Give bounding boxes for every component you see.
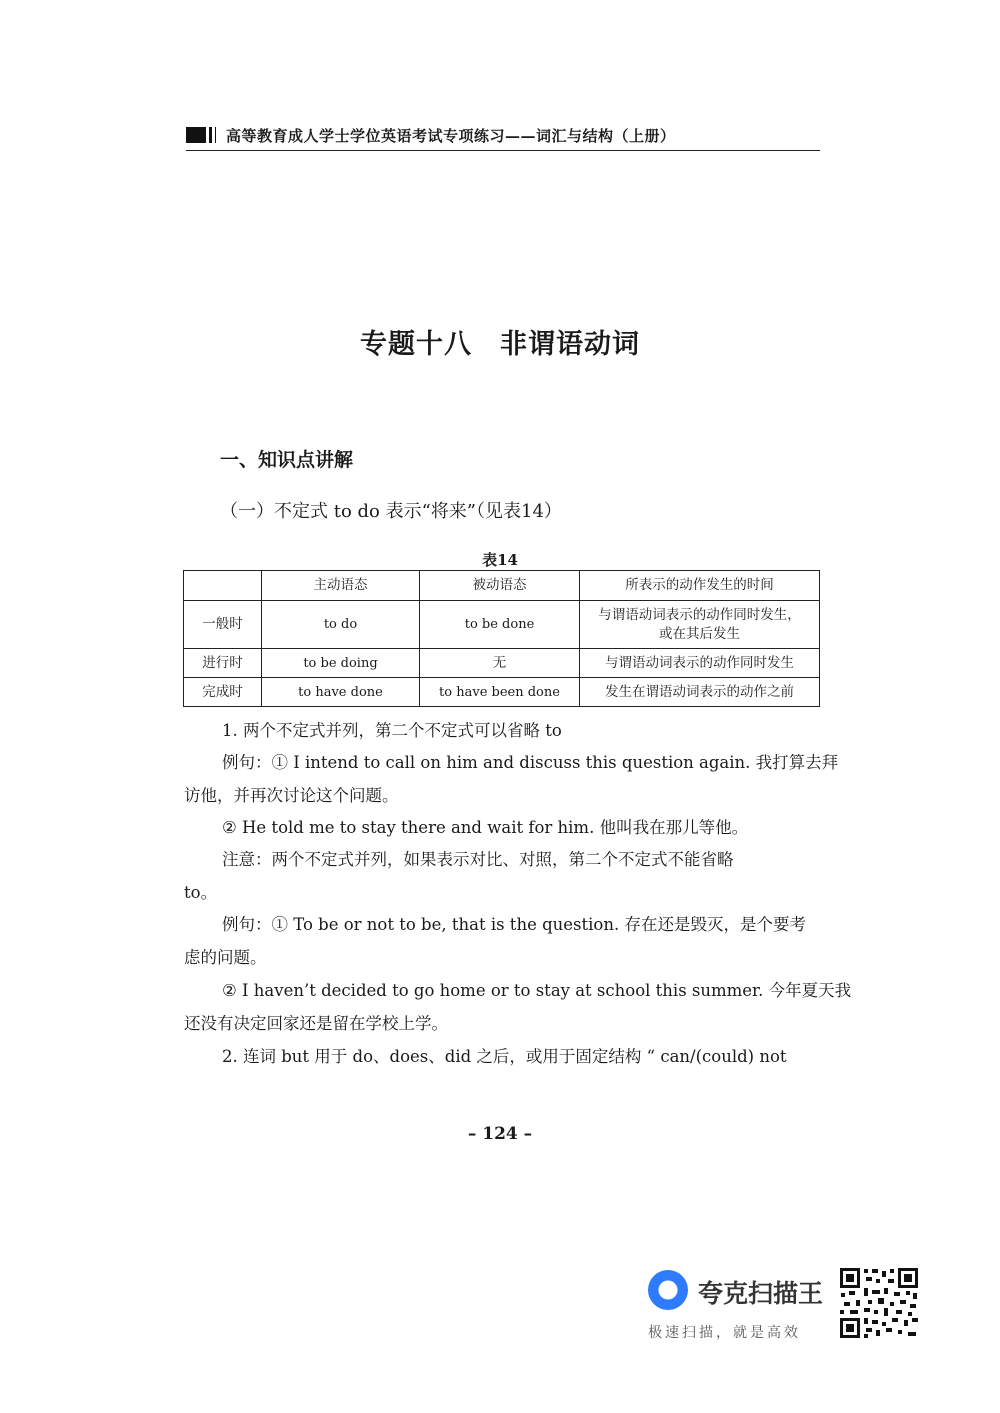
note-line-2: to。 — [184, 883, 218, 902]
qr-code-icon — [838, 1266, 920, 1340]
table-cell-tense: 进行时 — [184, 649, 262, 678]
example-1-line-2: 访他，并再次讨论这个问题。 — [184, 786, 399, 805]
table-header-cell — [184, 571, 262, 601]
header-mark-icon — [186, 127, 216, 143]
time-line: 与谓语动词表示的动作同时发生， — [598, 606, 801, 623]
table-header-cell: 主动语态 — [262, 571, 420, 601]
table-row — [184, 678, 820, 707]
table-cell-active: to have done — [262, 678, 420, 707]
table-cell-active: to be doing — [262, 649, 420, 678]
table-cell-time: 发生在谓语动词表示的动作之前 — [580, 678, 820, 707]
page-number: – 124 – — [467, 1124, 533, 1144]
point-1: 1. 两个不定式并列，第二个不定式可以省略 to — [222, 721, 562, 740]
watermark-slogan: 极速扫描，就是高效 — [648, 1325, 801, 1341]
example-4-line-1: ② I haven’t decided to go home or to stay at school this summer. 今年夏天我 — [222, 981, 852, 1000]
time-line: 或在其后发生 — [659, 625, 740, 642]
header-title: 高等教育成人学士学位英语考试专项练习——词汇与结构（上册） — [226, 126, 676, 145]
table-caption: 表14 — [482, 551, 518, 569]
example-1-line-1: 例句：① I intend to call on him and discuss this question again. 我打算去拜 — [222, 753, 839, 772]
table-header-cell: 被动语态 — [420, 571, 580, 601]
running-header — [186, 122, 820, 148]
table-row — [184, 649, 820, 678]
example-3-line-2: 虑的问题。 — [184, 948, 267, 967]
table-header-cell: 所表示的动作发生的时间 — [580, 571, 820, 601]
table-cell-passive: to have been done — [420, 678, 580, 707]
chapter-title: 专题十八 非谓语动词 — [360, 329, 640, 360]
note-line-1: 注意：两个不定式并列，如果表示对比、对照，第二个不定式不能省略 — [222, 850, 734, 869]
table-header-row — [184, 571, 820, 601]
example-4-line-2: 还没有决定回家还是留在学校上学。 — [184, 1014, 448, 1033]
table-cell-time — [580, 601, 820, 649]
point-2: 2. 连词 but 用于 do、does、did 之后，或用于固定结构 “ can/(could) not — [222, 1047, 787, 1066]
quark-logo-icon — [648, 1270, 688, 1310]
tense-table — [183, 570, 820, 707]
table-row — [184, 601, 820, 649]
table-cell-passive: 无 — [420, 649, 580, 678]
subsection-heading: （一）不定式 to do 表示“将来”（见表14） — [220, 501, 562, 522]
table-cell-tense: 一般时 — [184, 601, 262, 649]
example-2: ② He told me to stay there and wait for him. 他叫我在那儿等他。 — [222, 818, 749, 837]
table-cell-tense: 完成时 — [184, 678, 262, 707]
table-cell-time: 与谓语动词表示的动作同时发生 — [580, 649, 820, 678]
table-cell-passive: to be done — [420, 601, 580, 649]
watermark-brand: 夸克扫描王 — [698, 1279, 824, 1308]
header-rule — [186, 150, 820, 151]
table-cell-active: to do — [262, 601, 420, 649]
example-3-line-1: 例句：① To be or not to be, that is the question. 存在还是毁灭，是个要考 — [222, 915, 806, 934]
section-heading: 一、知识点讲解 — [220, 449, 354, 471]
